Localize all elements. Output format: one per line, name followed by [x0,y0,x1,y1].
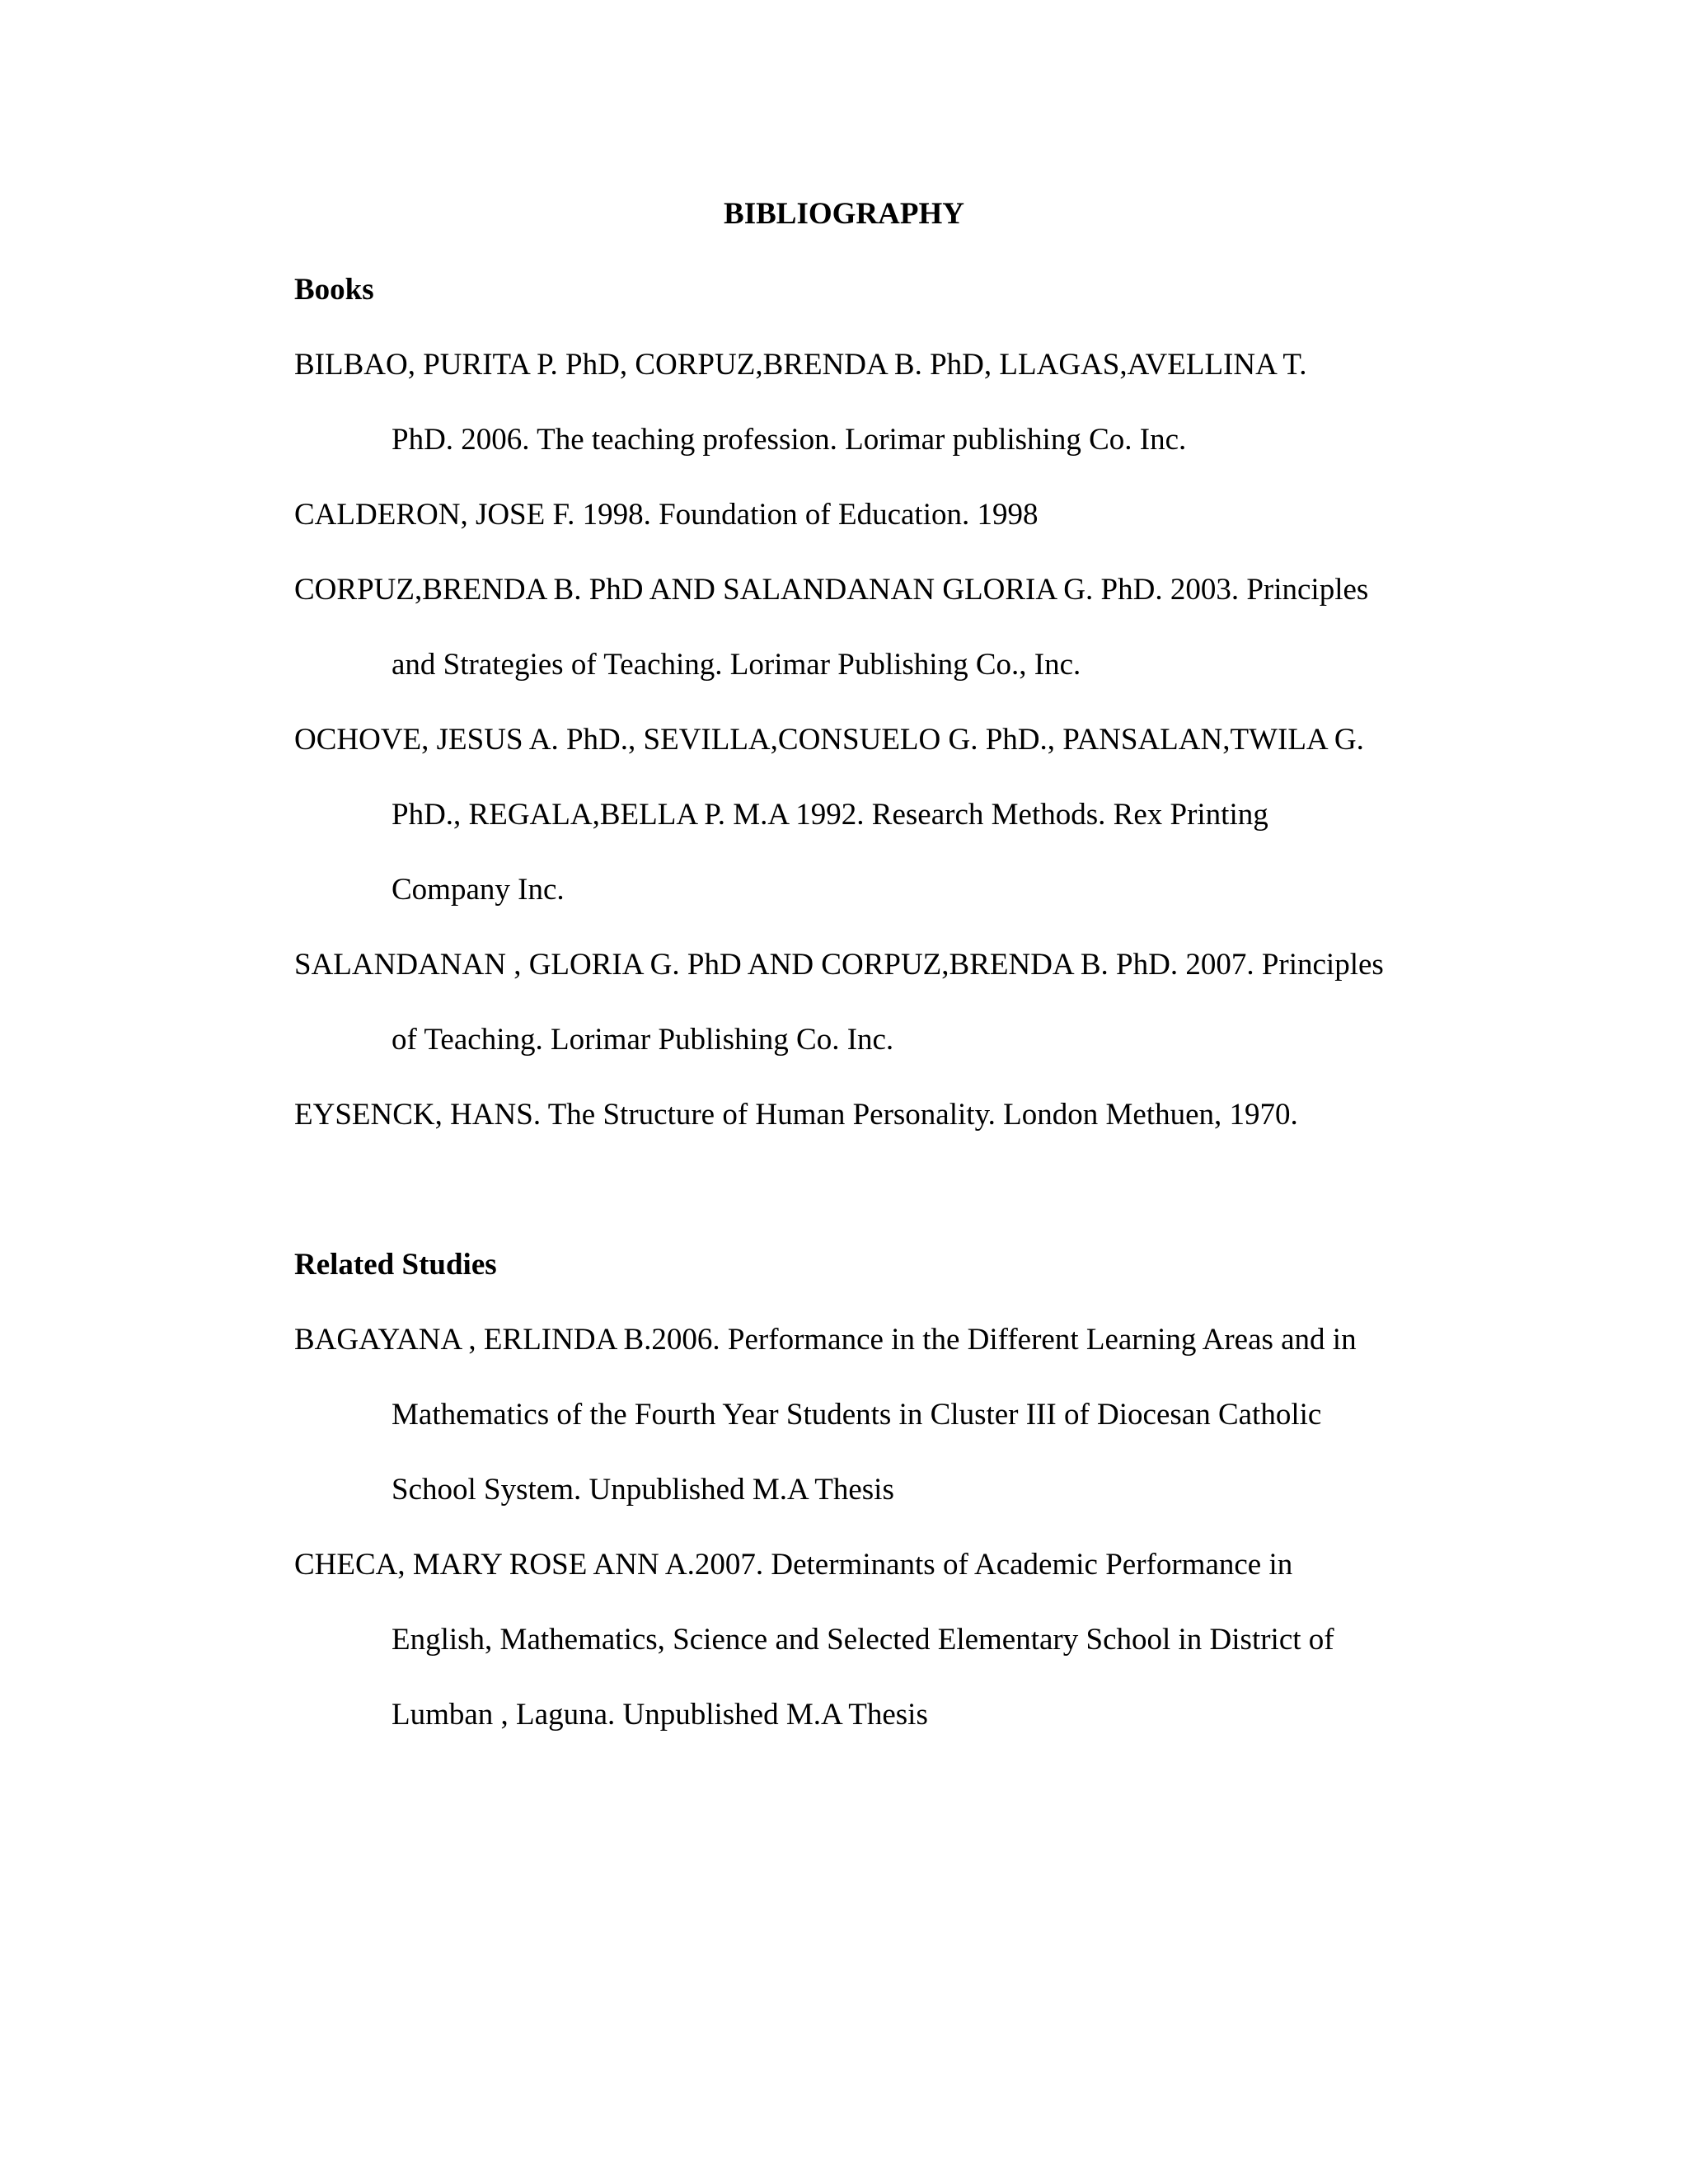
bibliography-entry-line: PhD., REGALA,BELLA P. M.A 1992. Research Methods. Rex Printing [392,798,1268,832]
bibliography-entry-line: English, Mathematics, Science and Selected Elementary School in District of [392,1623,1334,1657]
bibliography-entry-line: of Teaching. Lorimar Publishing Co. Inc. [392,1023,894,1057]
bibliography-entry-line: Lumban , Laguna. Unpublished M.A Thesis [392,1698,928,1732]
bibliography-entry-line: and Strategies of Teaching. Lorimar Publishing Co., Inc. [392,648,1081,682]
bibliography-entry-line: CALDERON, JOSE F. 1998. Foundation of Education. 1998 [294,498,1039,532]
bibliography-entry-line: BAGAYANA , ERLINDA B.2006. Performance in the Different Learning Areas and in [294,1323,1357,1357]
page-title: BIBLIOGRAPHY [724,197,964,231]
bibliography-entry-line: OCHOVE, JESUS A. PhD., SEVILLA,CONSUELO G. PhD., PANSALAN,TWILA G. [294,723,1364,757]
bibliography-entry-line: BILBAO, PURITA P. PhD, CORPUZ,BRENDA B. PhD, LLAGAS,AVELLINA T. [294,348,1307,382]
bibliography-entry-line: CORPUZ,BRENDA B. PhD AND SALANDANAN GLORIA G. PhD. 2003. Principles [294,573,1369,607]
bibliography-entry-line: Mathematics of the Fourth Year Students in Cluster III of Diocesan Catholic [392,1398,1322,1432]
bibliography-entry-line: PhD. 2006. The teaching profession. Lorimar publishing Co. Inc. [392,423,1187,457]
bibliography-entry-line: CHECA, MARY ROSE ANN A.2007. Determinants of Academic Performance in [294,1548,1293,1582]
bibliography-entry-line: School System. Unpublished M.A Thesis [392,1473,894,1507]
section-heading-books: Books [294,273,374,307]
bibliography-entry-line: SALANDANAN , GLORIA G. PhD AND CORPUZ,BRENDA B. PhD. 2007. Principles [294,948,1384,982]
bibliography-entry-line: EYSENCK, HANS. The Structure of Human Personality. London Methuen, 1970. [294,1098,1298,1132]
section-heading-related-studies: Related Studies [294,1248,497,1282]
bibliography-entry-line: Company Inc. [392,873,565,907]
